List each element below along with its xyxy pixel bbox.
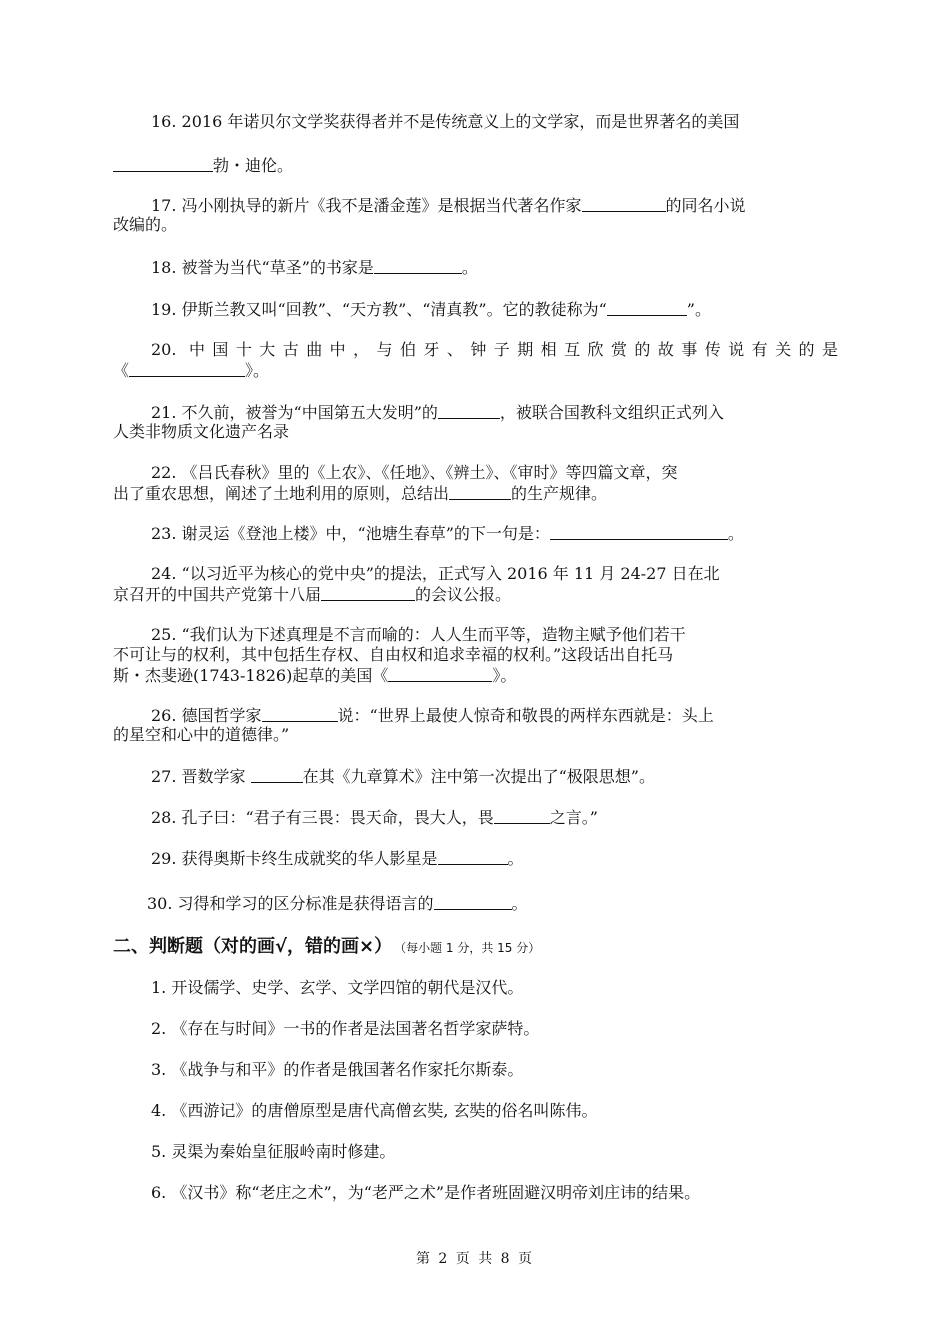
question-20-text: 20. 中国十大古曲中，与伯牙、钟子期相互欣赏的故事传说有关的是 <box>151 340 838 359</box>
question-21-line-1 <box>113 402 876 423</box>
question-21-text-mid: ，被联合国教科文组织正式列入 <box>499 403 724 422</box>
question-16-line-2 <box>113 155 838 176</box>
question-25-text-3: 斯・杰斐逊(1743-1826)起草的美国《 <box>113 666 389 685</box>
judgement-item-6-text: 6. 《汉书》称“老庄之术”，为“老严之术”是作者班固避汉明帝刘庄讳的结果。 <box>151 1183 701 1202</box>
question-17-text: 17. 冯小刚执导的新片《我不是潘金莲》是根据当代著名作家 <box>151 196 582 215</box>
question-26-line-2 <box>113 725 838 745</box>
question-23-text-end: 。 <box>727 524 744 543</box>
question-17-text-end: 改编的。 <box>113 215 178 234</box>
question-27-text: 27. 晋数学家 <box>151 767 251 786</box>
question-20-line-2 <box>113 360 838 381</box>
judgement-item-4 <box>113 1101 876 1121</box>
question-29-text: 29. 获得奥斯卡终生成就奖的华人影星是 <box>151 849 438 868</box>
question-20-close: 》。 <box>245 361 270 380</box>
question-16-text: 16. 2016 年诺贝尔文学奖获得者并不是传统意义上的文学家，而是世界著名的美国 <box>151 112 740 131</box>
judgement-item-4-text: 4. 《西游记》的唐僧原型是唐代高僧玄奘, 玄奘的俗名叫陈伟。 <box>151 1101 598 1120</box>
question-24-text: 24. “以习近平为核心的党中央”的提法，正式写入 2016 年 11 月 24-27 日在北 <box>151 564 720 583</box>
answer-blank-18[interactable] <box>374 257 462 274</box>
question-23-text: 23. 谢灵运《登池上楼》中，“池塘生春草”的下一句是： <box>151 524 550 543</box>
judgement-item-2 <box>113 1019 876 1039</box>
question-21-text-end: 人类非物质文化遗产名录 <box>113 422 290 441</box>
answer-blank-30[interactable] <box>434 893 512 910</box>
question-21-line-2 <box>113 422 838 442</box>
question-29-text-end: 。 <box>507 849 524 868</box>
question-20-open: 《 <box>113 361 130 380</box>
question-30 <box>113 893 872 914</box>
answer-blank-26[interactable] <box>262 705 338 722</box>
judgement-item-1 <box>113 978 876 998</box>
answer-blank-25[interactable] <box>388 665 492 682</box>
answer-blank-20[interactable] <box>129 360 245 377</box>
question-17-text-mid: 的同名小说 <box>665 196 746 215</box>
answer-blank-27[interactable] <box>251 766 303 783</box>
question-22-line-2 <box>113 483 838 504</box>
question-22-text-end: 的生产规律。 <box>511 484 608 503</box>
question-18 <box>113 257 876 278</box>
question-20-line-1 <box>113 340 838 360</box>
question-19-text-end: ”。 <box>686 300 711 319</box>
question-19-text: 19. 伊斯兰教又叫“回教”、“天方教”、“清真教”。它的教徒称为“ <box>151 300 607 319</box>
question-26-text-mid: 说：“世界上最使人惊奇和敬畏的两样东西就是：头上 <box>337 706 714 725</box>
answer-blank-23[interactable] <box>550 523 728 540</box>
judgement-item-6 <box>113 1183 876 1203</box>
judgement-item-3 <box>113 1060 876 1080</box>
answer-blank-28[interactable] <box>494 807 550 824</box>
question-25-line-2 <box>113 645 838 665</box>
section-2-heading <box>113 935 540 960</box>
question-22-text: 22. 《吕氏春秋》里的《上农》、《任地》、《辨土》、《审时》等四篇文章，突 <box>151 463 678 482</box>
question-16-line-1 <box>113 112 876 132</box>
question-18-text-end: 。 <box>461 258 478 277</box>
answer-blank-16[interactable] <box>113 155 213 172</box>
answer-blank-17[interactable] <box>582 195 666 212</box>
page-number-footer: 第 2 页 共 8 页 <box>415 1251 535 1267</box>
question-28-text: 28. 孔子曰：“君子有三畏：畏天命，畏大人，畏 <box>151 808 494 827</box>
question-17-line-2 <box>113 215 838 235</box>
answer-blank-24[interactable] <box>321 584 415 601</box>
question-26-text-end: 的星空和心中的道德律。” <box>113 725 290 744</box>
question-17-line-1 <box>113 195 876 216</box>
question-26-line-1 <box>113 705 876 726</box>
section-2-note: （每小题 1 分，共 15 分） <box>400 941 541 955</box>
question-24-text-mid: 京召开的中国共产党第十八届 <box>113 585 322 604</box>
question-23 <box>113 523 876 544</box>
judgement-item-3-text: 3. 《战争与和平》的作者是俄国著名作家托尔斯泰。 <box>151 1060 524 1079</box>
question-28 <box>113 807 876 828</box>
question-16-text-end: 勃・迪伦。 <box>213 156 294 175</box>
question-25-text: 25. “我们认为下述真理是不言而喻的：人人生而平等，造物主赋予他们若干 <box>151 625 686 644</box>
answer-blank-21[interactable] <box>438 402 500 419</box>
question-19 <box>113 299 876 320</box>
question-18-text: 18. 被誉为当代“草圣”的书家是 <box>151 258 374 277</box>
question-25-line-1 <box>113 625 876 645</box>
question-22-line-1 <box>113 463 876 483</box>
question-27-text-end: 在其《九章算术》注中第一次提出了“极限思想”。 <box>302 767 655 786</box>
section-2-title: 二、判断题（对的画√，错的画×） <box>113 936 393 957</box>
judgement-item-5 <box>113 1142 876 1162</box>
question-22-text-mid: 出了重农思想，阐述了土地利用的原则，总结出 <box>113 484 450 503</box>
question-27 <box>113 766 876 787</box>
judgement-item-1-text: 1. 开设儒学、史学、玄学、文学四馆的朝代是汉代。 <box>151 978 524 997</box>
question-30-text-end: 。 <box>511 894 528 913</box>
question-24-text-end: 的会议公报。 <box>415 585 512 604</box>
judgement-item-5-text: 5. 灵渠为秦始皇征服岭南时修建。 <box>151 1142 396 1161</box>
question-29 <box>113 848 876 869</box>
answer-blank-29[interactable] <box>438 848 508 865</box>
judgement-item-2-text: 2. 《存在与时间》一书的作者是法国著名哲学家萨特。 <box>151 1019 540 1038</box>
question-24-line-1 <box>113 564 876 584</box>
question-30-text: 30. 习得和学习的区分标准是获得语言的 <box>147 894 434 913</box>
question-25-text-2: 不可让与的权利，其中包括生存权、自由权和追求幸福的权利。”这段话出自托马 <box>113 645 674 664</box>
question-28-text-end: 之言。” <box>549 808 598 827</box>
answer-blank-22[interactable] <box>449 483 511 500</box>
question-21-text: 21. 不久前，被誉为“中国第五大发明”的 <box>151 403 438 422</box>
question-25-line-3 <box>113 665 838 686</box>
question-26-text: 26. 德国哲学家 <box>151 706 262 725</box>
question-24-line-2 <box>113 584 838 605</box>
question-25-text-end: 》。 <box>492 666 517 685</box>
answer-blank-19[interactable] <box>607 299 687 316</box>
